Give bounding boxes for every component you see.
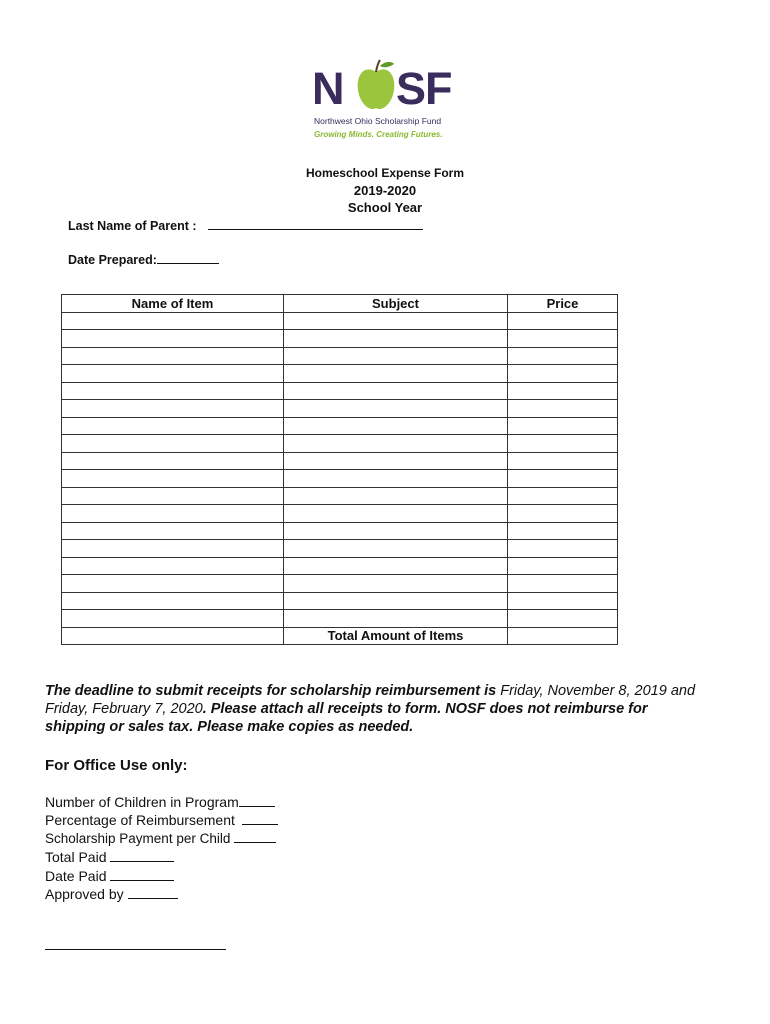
price-cell[interactable] — [508, 347, 618, 365]
form-title: Homeschool Expense Form — [305, 166, 465, 180]
office-line-blank[interactable] — [234, 830, 276, 843]
date-prepared-blank[interactable] — [157, 251, 219, 264]
item-name-cell[interactable] — [62, 522, 284, 540]
office-use-list — [45, 793, 278, 903]
office-line-total-paid — [45, 848, 278, 866]
item-name-cell[interactable] — [62, 312, 284, 330]
table-body — [62, 312, 618, 627]
price-cell[interactable] — [508, 400, 618, 418]
table-row — [62, 505, 618, 523]
subject-cell[interactable] — [284, 347, 508, 365]
item-name-cell[interactable] — [62, 330, 284, 348]
item-name-cell[interactable] — [62, 470, 284, 488]
logo-tagline: Growing Minds. Creating Futures. — [314, 130, 443, 139]
last-name-blank[interactable] — [208, 217, 423, 230]
price-cell[interactable] — [508, 610, 618, 628]
price-cell[interactable] — [508, 470, 618, 488]
item-name-cell[interactable] — [62, 417, 284, 435]
item-name-cell[interactable] — [62, 575, 284, 593]
item-name-cell[interactable] — [62, 610, 284, 628]
office-line-blank[interactable] — [110, 868, 174, 881]
item-name-cell[interactable] — [62, 435, 284, 453]
price-cell[interactable] — [508, 365, 618, 383]
price-cell[interactable] — [508, 575, 618, 593]
total-row-blank-cell — [62, 627, 284, 645]
subject-cell[interactable] — [284, 522, 508, 540]
item-name-cell[interactable] — [62, 400, 284, 418]
table-row — [62, 365, 618, 383]
subject-cell[interactable] — [284, 365, 508, 383]
table-row — [62, 575, 618, 593]
table-row — [62, 347, 618, 365]
table-row — [62, 312, 618, 330]
nosf-logo — [312, 58, 462, 146]
table-row — [62, 487, 618, 505]
item-name-cell[interactable] — [62, 557, 284, 575]
price-cell[interactable] — [508, 505, 618, 523]
price-cell[interactable] — [508, 452, 618, 470]
office-line-approved-by — [45, 885, 278, 903]
subject-cell[interactable] — [284, 452, 508, 470]
table-header-row — [62, 295, 618, 313]
price-cell[interactable] — [508, 312, 618, 330]
office-line-percentage — [45, 811, 278, 829]
date-prepared-field — [68, 251, 219, 267]
subject-cell[interactable] — [284, 592, 508, 610]
table-row — [62, 540, 618, 558]
col-header-price: Price — [508, 295, 618, 313]
table-row — [62, 330, 618, 348]
item-name-cell[interactable] — [62, 452, 284, 470]
subject-cell[interactable] — [284, 417, 508, 435]
subject-cell[interactable] — [284, 540, 508, 558]
subject-cell[interactable] — [284, 435, 508, 453]
deadline-text-part2: . Please attach all receipts to form. NOSF does not reimburse for shipping or sales tax. Please make copies as needed. — [45, 701, 648, 735]
price-cell[interactable] — [508, 540, 618, 558]
subject-cell[interactable] — [284, 400, 508, 418]
office-line-label: Percentage of Reimbursement — [45, 812, 235, 829]
table-row — [62, 592, 618, 610]
office-line-blank[interactable] — [242, 812, 278, 825]
total-row — [62, 627, 618, 645]
logo-text-n: N — [312, 63, 344, 114]
price-cell[interactable] — [508, 522, 618, 540]
subject-cell[interactable] — [284, 610, 508, 628]
school-year-range: 2019-2020 — [353, 183, 417, 198]
office-line-label: Approved by — [45, 886, 124, 903]
price-cell[interactable] — [508, 487, 618, 505]
item-name-cell[interactable] — [62, 540, 284, 558]
signature-line[interactable] — [45, 949, 226, 950]
total-label: Total Amount of Items — [284, 627, 508, 645]
col-header-name: Name of Item — [62, 295, 284, 313]
table-row — [62, 522, 618, 540]
price-cell[interactable] — [508, 330, 618, 348]
price-cell[interactable] — [508, 435, 618, 453]
date-prepared-label: Date Prepared: — [68, 253, 157, 267]
price-cell[interactable] — [508, 557, 618, 575]
office-line-date-paid — [45, 867, 278, 885]
office-line-label: Total Paid — [45, 849, 107, 866]
logo-org-name: Northwest Ohio Scholarship Fund — [314, 116, 442, 126]
table-row — [62, 470, 618, 488]
subject-cell[interactable] — [284, 330, 508, 348]
item-name-cell[interactable] — [62, 365, 284, 383]
logo-text-sf: SF — [396, 63, 452, 114]
subject-cell[interactable] — [284, 487, 508, 505]
subject-cell[interactable] — [284, 557, 508, 575]
item-name-cell[interactable] — [62, 382, 284, 400]
subject-cell[interactable] — [284, 382, 508, 400]
office-line-blank[interactable] — [239, 794, 275, 807]
deadline-notice — [45, 682, 705, 736]
expense-table — [61, 294, 618, 645]
deadline-dates: Friday, November 8, 2019 and Friday, February 7, 2020 — [45, 683, 696, 717]
office-line-blank[interactable] — [128, 886, 178, 899]
price-cell[interactable] — [508, 592, 618, 610]
school-year-label: School Year — [347, 200, 423, 215]
office-line-blank[interactable] — [110, 849, 174, 862]
price-cell[interactable] — [508, 417, 618, 435]
item-name-cell[interactable] — [62, 487, 284, 505]
office-use-heading: For Office Use only: — [45, 757, 188, 774]
col-header-subject: Subject — [284, 295, 508, 313]
last-name-label: Last Name of Parent : — [68, 219, 197, 233]
office-line-label: Scholarship Payment per Child — [45, 830, 231, 846]
item-name-cell[interactable] — [62, 592, 284, 610]
table-row — [62, 557, 618, 575]
subject-cell[interactable] — [284, 575, 508, 593]
table-row — [62, 435, 618, 453]
total-price-cell[interactable] — [508, 627, 618, 645]
deadline-text-part1: The deadline to submit receipts for scholarship reimbursement is — [45, 683, 501, 699]
subject-cell[interactable] — [284, 505, 508, 523]
subject-cell[interactable] — [284, 470, 508, 488]
item-name-cell[interactable] — [62, 505, 284, 523]
last-name-field — [68, 217, 423, 233]
office-line-label: Date Paid — [45, 867, 107, 884]
price-cell[interactable] — [508, 382, 618, 400]
table-row — [62, 400, 618, 418]
table-row — [62, 610, 618, 628]
table-row — [62, 452, 618, 470]
office-line-children — [45, 793, 278, 811]
office-line-label: Number of Children in Program — [45, 794, 239, 810]
subject-cell[interactable] — [284, 312, 508, 330]
item-name-cell[interactable] — [62, 347, 284, 365]
table-row — [62, 417, 618, 435]
table-row — [62, 382, 618, 400]
apple-icon — [356, 58, 396, 112]
office-line-payment — [45, 830, 278, 848]
